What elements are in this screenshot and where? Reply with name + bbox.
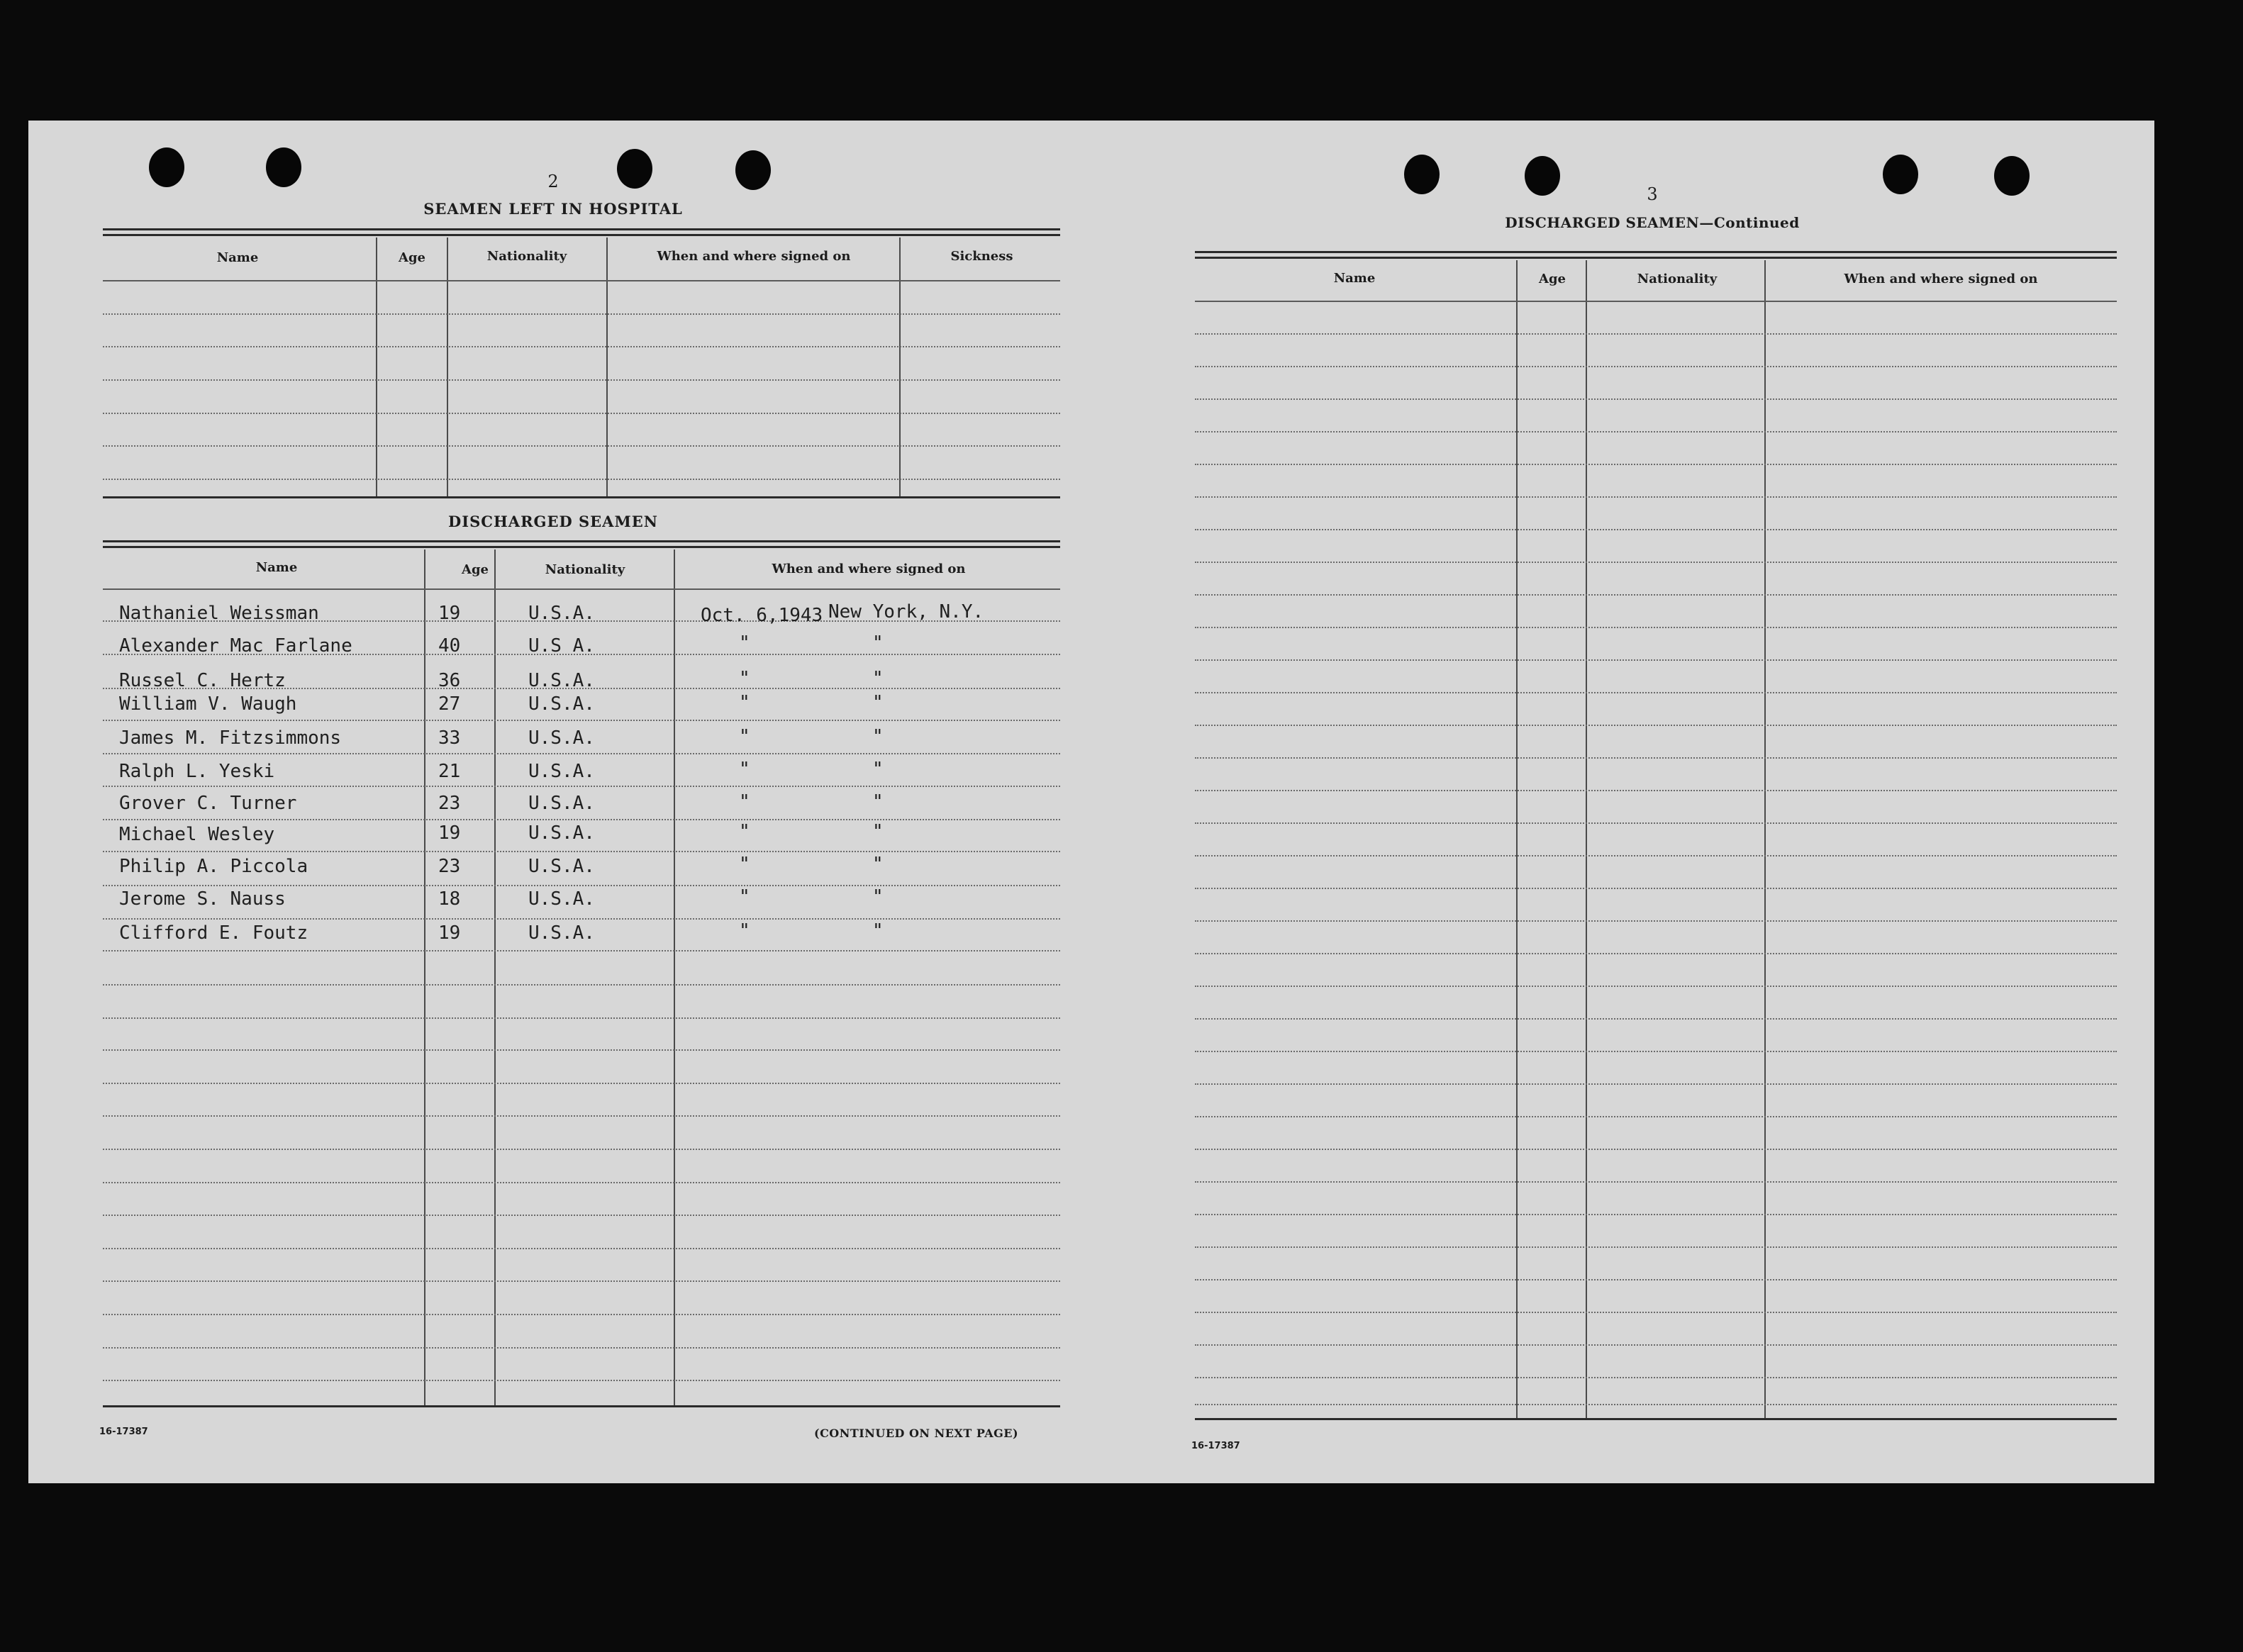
row-line [1195, 986, 2117, 987]
row-line [1195, 594, 2117, 596]
ditto-mark: " [739, 668, 750, 689]
row-line [1195, 822, 2117, 824]
seaman-age: 23 [438, 856, 461, 877]
col-header-nationality: Nationality [486, 249, 567, 264]
row-line [1195, 1246, 2117, 1248]
row-line [1195, 1279, 2117, 1280]
col-header-age: Age [1538, 272, 1566, 286]
col-header-name: Name [255, 560, 298, 575]
column-divider [494, 549, 496, 1407]
ditto-mark: " [872, 726, 884, 747]
ditto-mark: " [872, 886, 884, 908]
seaman-name: Clifford E. Foutz [119, 922, 308, 944]
table-top-rule [103, 228, 1060, 230]
row-line [103, 1314, 1060, 1315]
header-underline [103, 280, 1060, 281]
col-header-age: Age [398, 250, 425, 265]
seaman-nationality: U.S A. [528, 635, 595, 657]
seaman-name: Ralph L. Yeski [119, 761, 275, 782]
continued-note: (CONTINUED ON NEXT PAGE) [814, 1427, 1019, 1440]
row-line [103, 819, 1060, 820]
row-line [103, 918, 1060, 920]
row-line [1195, 953, 2117, 954]
row-line [103, 1017, 1060, 1019]
row-line [1195, 1116, 2117, 1117]
signed-on-place: New York, N.Y. [828, 601, 984, 623]
seaman-age: 19 [438, 822, 461, 844]
seaman-age: 33 [438, 727, 461, 749]
row-line [103, 1215, 1060, 1216]
column-divider [674, 549, 675, 1407]
row-line [1195, 366, 2117, 367]
row-line [103, 1280, 1060, 1282]
seaman-nationality: U.S.A. [528, 922, 595, 944]
ditto-mark: " [739, 854, 750, 875]
row-line [103, 379, 1060, 381]
left-page [28, 121, 1099, 1483]
row-line [103, 1083, 1060, 1084]
table-top-rule [1195, 257, 2117, 259]
table-top-rule [103, 546, 1060, 548]
seaman-age: 23 [438, 793, 461, 814]
ditto-mark: " [872, 632, 884, 654]
ditto-mark: " [872, 668, 884, 689]
seaman-name: Nathaniel Weissman [119, 603, 319, 624]
row-line [1195, 1344, 2117, 1346]
seaman-name: Alexander Mac Farlane [119, 635, 352, 657]
row-line [1195, 1214, 2117, 1215]
row-line [1195, 855, 2117, 856]
table-bottom-rule [103, 1405, 1060, 1407]
row-line [1195, 1051, 2117, 1052]
row-line [103, 1347, 1060, 1349]
right-page [1099, 121, 2154, 1483]
ditto-mark: " [739, 920, 750, 942]
punch-hole [1994, 156, 2030, 196]
column-divider [376, 238, 377, 498]
header-underline [1195, 301, 2117, 302]
row-line [103, 1115, 1060, 1117]
col-header-name: Name [216, 250, 259, 265]
discharged-continued-title: DISCHARGED SEAMEN—Continued [1505, 214, 1800, 231]
seaman-nationality: U.S.A. [528, 822, 595, 844]
row-line [1195, 1083, 2117, 1085]
ditto-mark: " [872, 692, 884, 713]
form-number: 16-17387 [1191, 1441, 1240, 1451]
col-header-sickness: Sickness [950, 249, 1013, 264]
seaman-age: 36 [438, 670, 461, 691]
seaman-age: 19 [438, 603, 461, 624]
form-sheet [28, 121, 2154, 1483]
row-line [103, 720, 1060, 721]
table-bottom-rule [103, 496, 1060, 498]
row-line [103, 984, 1060, 986]
row-line [103, 1149, 1060, 1150]
seaman-name: James M. Fitzsimmons [119, 727, 342, 749]
punch-hole [1404, 155, 1440, 194]
page-number: 2 [547, 172, 559, 191]
row-line [103, 1380, 1060, 1381]
hospital-section-title: SEAMEN LEFT IN HOSPITAL [423, 200, 683, 218]
seaman-age: 18 [438, 888, 461, 910]
ditto-mark: " [872, 791, 884, 813]
row-line [1195, 1312, 2117, 1313]
col-header-name: Name [1333, 271, 1376, 286]
row-line [1195, 464, 2117, 465]
col-header-nationality: Nationality [545, 562, 625, 577]
ditto-mark: " [739, 821, 750, 842]
row-line [1195, 1018, 2117, 1020]
col-header-signed-on: When and where signed on [657, 249, 851, 264]
ditto-mark: " [739, 632, 750, 654]
signed-on-date: Oct. 6,1943 [701, 605, 823, 626]
punch-hole [149, 147, 184, 187]
row-line [1195, 562, 2117, 563]
seaman-nationality: U.S.A. [528, 856, 595, 877]
table-top-rule [1195, 251, 2117, 253]
form-number: 16-17387 [99, 1427, 148, 1437]
row-line [1195, 757, 2117, 759]
column-divider [899, 238, 901, 498]
punch-hole [617, 149, 652, 189]
ditto-mark: " [739, 759, 750, 780]
row-line [1195, 920, 2117, 922]
table-top-rule [103, 234, 1060, 236]
row-line [103, 413, 1060, 414]
seaman-age: 40 [438, 635, 461, 657]
row-line [103, 851, 1060, 852]
row-line [1195, 659, 2117, 661]
ditto-mark: " [739, 692, 750, 713]
punch-hole [1525, 156, 1560, 196]
seaman-age: 21 [438, 761, 461, 782]
row-line [103, 1049, 1060, 1051]
punch-hole [735, 150, 771, 190]
seaman-age: 27 [438, 693, 461, 715]
column-divider [447, 238, 448, 498]
punch-hole [266, 147, 301, 187]
row-line [1195, 692, 2117, 693]
seaman-nationality: U.S.A. [528, 603, 595, 624]
table-top-rule [103, 540, 1060, 542]
row-line [103, 753, 1060, 754]
seaman-nationality: U.S.A. [528, 693, 595, 715]
row-line [103, 313, 1060, 315]
row-line [103, 479, 1060, 480]
row-line [103, 346, 1060, 347]
row-line [1195, 1181, 2117, 1183]
row-line [1195, 627, 2117, 628]
ditto-mark: " [739, 886, 750, 908]
seaman-name: Philip A. Piccola [119, 856, 308, 877]
seaman-nationality: U.S.A. [528, 727, 595, 749]
seaman-nationality: U.S.A. [528, 888, 595, 910]
row-line [1195, 431, 2117, 432]
col-header-signed-on: When and where signed on [772, 562, 966, 576]
column-divider [606, 238, 608, 498]
row-line [1195, 496, 2117, 498]
seaman-nationality: U.S.A. [528, 793, 595, 814]
row-line [1195, 790, 2117, 791]
discharged-section-title: DISCHARGED SEAMEN [448, 513, 658, 530]
row-line [1195, 1377, 2117, 1378]
seaman-name: Jerome S. Nauss [119, 888, 286, 910]
row-line [1195, 398, 2117, 400]
row-line [103, 1182, 1060, 1183]
seaman-age: 19 [438, 922, 461, 944]
punch-hole [1883, 155, 1918, 194]
header-underline [103, 588, 1060, 590]
row-line [1195, 888, 2117, 889]
col-header-nationality: Nationality [1637, 272, 1718, 286]
row-line [103, 885, 1060, 886]
col-header-signed-on: When and where signed on [1844, 272, 2038, 286]
seaman-name: Michael Wesley [119, 824, 275, 845]
page-number: 3 [1647, 184, 1658, 204]
row-line [103, 786, 1060, 787]
row-line [1195, 1149, 2117, 1150]
row-line [1195, 725, 2117, 726]
seaman-name: Russel C. Hertz [119, 670, 286, 691]
row-line [1195, 529, 2117, 530]
seaman-nationality: U.S.A. [528, 761, 595, 782]
ditto-mark: " [872, 920, 884, 942]
ditto-mark: " [872, 854, 884, 875]
ditto-mark: " [872, 821, 884, 842]
row-line [103, 1248, 1060, 1249]
table-bottom-rule [1195, 1418, 2117, 1420]
row-line [103, 445, 1060, 447]
row-line [1195, 1404, 2117, 1405]
column-divider [424, 549, 425, 1407]
row-line [103, 950, 1060, 951]
seaman-name: William V. Waugh [119, 693, 297, 715]
ditto-mark: " [739, 791, 750, 813]
col-header-age: Age [461, 562, 489, 577]
ditto-mark: " [739, 726, 750, 747]
seaman-name: Grover C. Turner [119, 793, 297, 814]
seaman-nationality: U.S.A. [528, 670, 595, 691]
ditto-mark: " [872, 759, 884, 780]
row-line [1195, 333, 2117, 335]
